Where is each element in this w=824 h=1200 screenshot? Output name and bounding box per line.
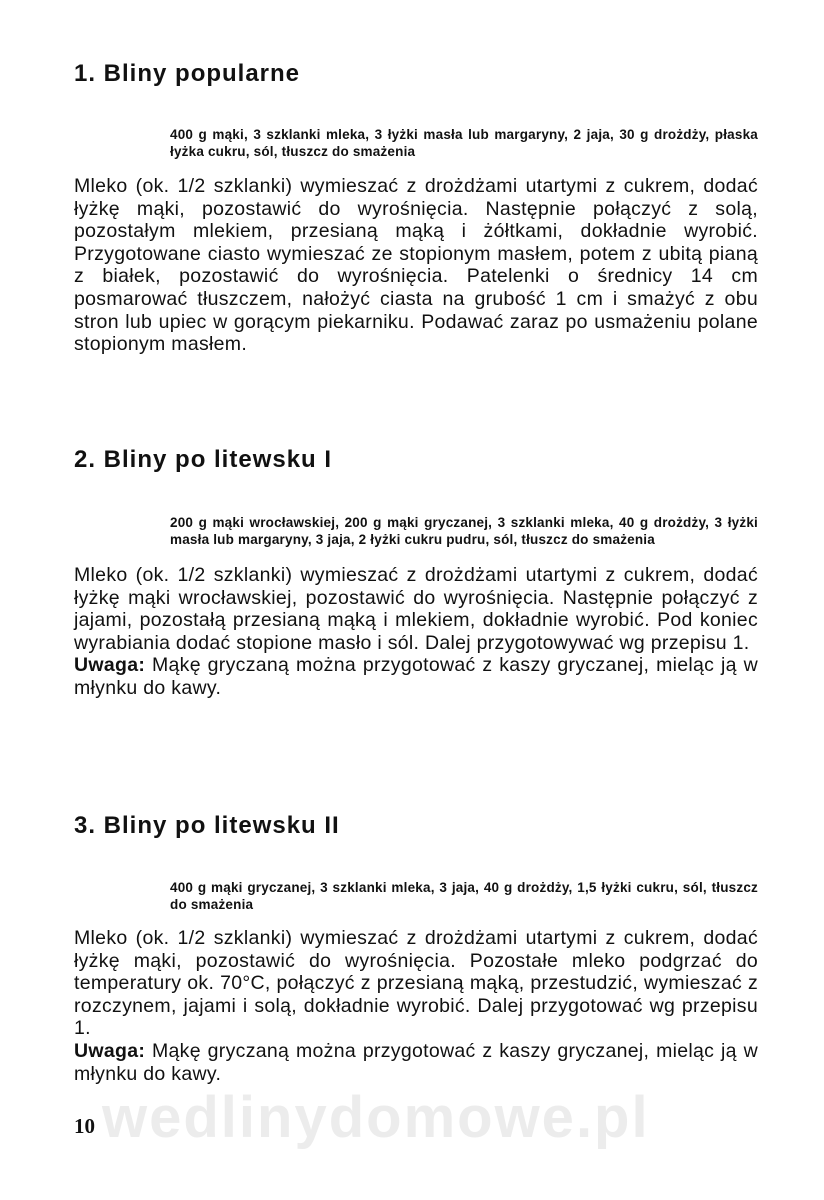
note-text: Mąkę gryczaną można przygotować z kaszy gryczanej, mieląc ją w młynku do kawy. — [74, 1039, 758, 1085]
recipe-title: 3. Bliny po litewsku II — [74, 812, 340, 839]
recipe-title: 1. Bliny popularne — [74, 60, 301, 87]
note-text: Mąkę gryczaną można przygotować z kaszy gryczanej, mieląc ją w młynku do kawy. — [74, 654, 758, 699]
recipe-title: 2. Bliny po litewsku I — [74, 446, 333, 473]
note-label: Uwaga: — [74, 654, 146, 677]
recipe-method-text: Mleko (ok. 1/2 szklanki) wymieszać z drożdżami utartymi z cukrem, dodać łyżkę mąki, pozostawić do wyrośnięcia. Pozostałe mleko podgrzać do temperatury ok. 70°C, połączyć z przesianą mąką, przestudzić, wymieszać z rozczynem, jajami i solą, dokładnie wyrobić. Dalej przygotować wg przepisu 1. — [74, 927, 758, 1040]
recipe-method-text: Mleko (ok. 1/2 szklanki) wymieszać z drożdżami utartymi z cukrem, dodać łyżkę mąki wrocławskiej, pozostawić do wyrośnięcia. Następnie połączyć z jajami, pozostałą przesianą mąką i mlekiem, dokładnie wyrobić. Pod koniec wyrabiania dodać stopione masło i sól. Dalej przygotowywać wg przepisu 1. — [74, 564, 758, 654]
recipe-method — [74, 564, 758, 700]
note-label: Uwaga: — [74, 1039, 146, 1062]
recipe-method — [74, 927, 758, 1085]
recipe-method: Mleko (ok. 1/2 szklanki) wymieszać z drożdżami utartymi z cukrem, dodać łyżkę mąki, pozostawić do wyrośnięcia. Następnie połączyć z solą, pozostałym mlekiem, przesianą mąką i żółtkami, dokładnie wyrobić. Przygotowane ciasto wymieszać ze stopionym masłem, potem z ubitą pianą z białek, pozostawić do wyrośnięcia. Patelenki o średnicy 14 cm posmarować tłuszczem, nałożyć ciasta na grubość 1 cm i smażyć z obu stron lub upiec w gorącym piekarniku. Podawać zaraz po usmażeniu polane stopionym masłem. — [74, 175, 758, 356]
recipe-3 — [74, 812, 758, 1085]
recipe-1 — [74, 60, 758, 356]
watermark: wedlinydomowe.pl — [102, 1085, 650, 1150]
recipe-ingredients: 200 g mąki wrocławskiej, 200 g mąki gryczanej, 3 szklanki mleka, 40 g drożdży, 3 łyżki masła lub margaryny, 3 jaja, 2 łyżki cukru pudru, sól, tłuszcz do smażenia — [170, 515, 758, 547]
recipe-ingredients: 400 g mąki gryczanej, 3 szklanki mleka, 3 jaja, 40 g drożdży, 1,5 łyżki cukru, sól, tłuszcz do smażenia — [170, 880, 758, 912]
recipe-ingredients: 400 g mąki, 3 szklanki mleka, 3 łyżki masła lub margaryny, 2 jaja, 30 g drożdży, płaska łyżka cukru, sól, tłuszcz do smażenia — [170, 127, 758, 159]
page-number: 10 — [74, 1114, 95, 1138]
recipe-2 — [74, 446, 758, 700]
